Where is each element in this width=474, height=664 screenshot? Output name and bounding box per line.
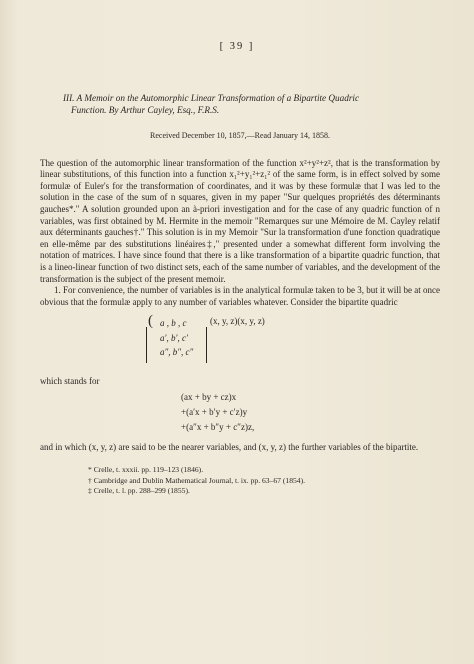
matrix-row-2: a′, b′, c′: [160, 332, 188, 343]
paragraph-1: 1. For convenience, the number of variables is in the analytical formulæ taken to be 3, but it will be at once obvious that the formulæ apply to any number of variables whatever. Consider the bipartite quadric: [40, 285, 440, 307]
matrix-open-paren: (: [148, 313, 153, 330]
title-line-1: III. A Memoir on the Automorphic Linear Transformation of a Bipartite Quadric: [63, 93, 360, 103]
received-date: Received December 10, 1857,—Read January 14, 1858.: [150, 131, 330, 140]
article-title: [63, 92, 440, 116]
form-line-3: +(a″x + b″y + c″z)z,: [181, 422, 255, 433]
page-number: [ 39 ]: [219, 41, 255, 52]
title-function-word: Function.: [71, 105, 107, 115]
footnote-2: † Cambridge and Dublin Mathematical Journal, t. ix. pp. 63–67 (1854).: [88, 475, 306, 485]
title-line-2: [63, 104, 440, 116]
matrix-right-bar: [206, 327, 207, 363]
footnotes: [88, 465, 440, 497]
paragraph-intro: The question of the automorphic linear transformation of the function x²+y²+z², that is the transformation by linear substitutions, of this function into a function x₁²+y₁²+z₁² of the same form, is in effect solved by some formulæ of Euler's for the transformation of coordinates, and it was by these formulæ that I was led to the solution in the case of the sum of n squares, given in my paper "Sur quelques propriétés des déterminants gauches*." A solution grounded upon an à-priori investigation and for the case of any quadric function of n variables, was first obtained by M. Hermite in the memoir "Remarques sur une Mémoire de M. Cayley relatif aux déterminants gauches†." This solution is in my Memoir "Sur la transformation d'une fonction quadratique en elle-même par des substitutions linéaires‡," presented under a somewhat different form involving the notation of matrices. I have since found that there is a like transformation of a bipartite quadric function, that is a lineo-linear function of two distinct sets, each of the same number of variables, and the development of the transformation is the subject of the present memoir.: [40, 157, 440, 284]
bipartite-matrix: [148, 314, 440, 370]
paragraph-variables: and in which (x, y, z) are said to be the nearer variables, and (x, y, z) the further variables of the bipartite.: [40, 441, 419, 452]
footnote-1: * Crelle, t. xxxii. pp. 119–123 (1846).: [88, 465, 204, 475]
matrix-row-1: a , b , c: [160, 318, 187, 329]
stands-for-text: which stands for: [40, 376, 100, 387]
matrix-row-3: a″, b″, c″: [160, 347, 194, 358]
expanded-form: [181, 390, 440, 436]
title-author: By Arthur Cayley, Esq., F.R.S.: [108, 105, 220, 115]
matrix-rows: [160, 316, 193, 360]
article-body: [40, 92, 440, 497]
form-line-2: +(a′x + b′y + c′z)y: [181, 407, 248, 418]
footnote-3: ‡ Crelle, t. l. pp. 288–299 (1855).: [88, 486, 190, 496]
matrix-left-bar: [146, 327, 147, 363]
form-line-1: (ax + by + cz)x: [181, 391, 237, 402]
matrix-variables: (x, y, z)(x, y, z): [210, 316, 265, 327]
